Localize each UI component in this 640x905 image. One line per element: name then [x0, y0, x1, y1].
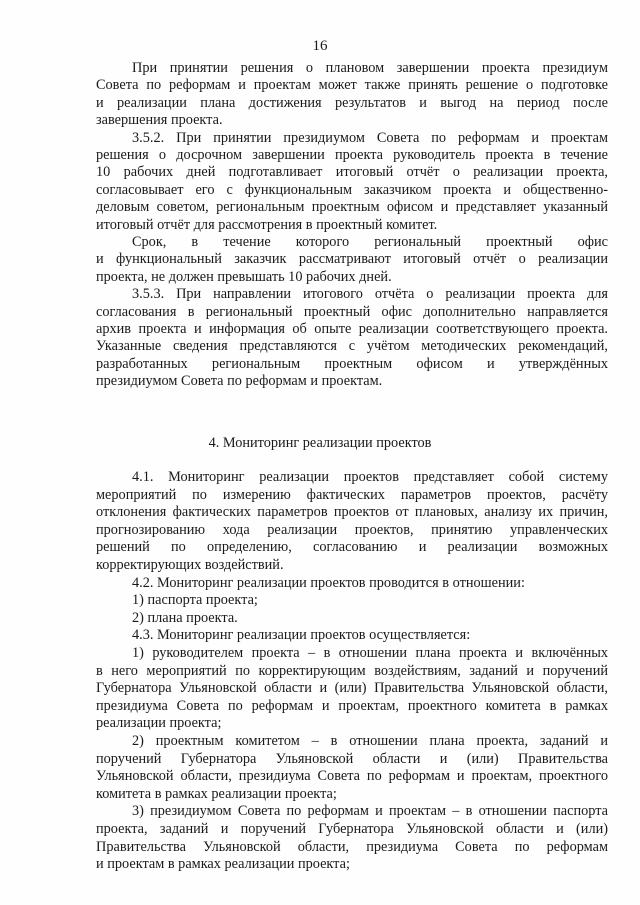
text-line: Губернатора Ульяновской области и (или) Правительства Ульяновской области,	[96, 680, 608, 697]
text-line: разработанных региональным проектным офисом и утверждённых	[96, 355, 608, 372]
text-line: отклонения фактических параметров проектов от плановых, анализу их причин,	[96, 504, 608, 521]
text-line: завершения проекта.	[96, 112, 223, 129]
page-number: 16	[312, 38, 328, 54]
text-line: 1) паспорта проекта;	[132, 592, 258, 609]
text-line: Ульяновской области, президиума Совета по реформам и проектам, проектного	[96, 768, 608, 785]
text-line: 2) проектным комитетом – в отношении плана проекта, заданий и	[132, 733, 608, 749]
text-line: и функциональный заказчик рассматривают итоговый отчёт о реализации	[96, 251, 608, 268]
text-line: Указанные сведения представляются с учётом методических рекомендаций,	[96, 338, 608, 355]
section-heading: 4. Мониторинг реализации проектов	[208, 435, 432, 451]
text-line: президиумом Совета по реформам и проектам.	[96, 373, 383, 390]
text-line: 1) руководителем проекта – в отношении плана проекта и включённых	[132, 645, 608, 661]
text-line: проекта, заданий и поручений Губернатора Ульяновской области и (или)	[96, 821, 608, 837]
text-line: решений по определению, согласованию и реализации возможных	[96, 539, 608, 556]
text-line: 4.1. Мониторинг реализации проектов представляет собой систему	[132, 469, 608, 485]
text-line: Срок, в течение которого региональный проектный офис	[132, 234, 608, 250]
text-line: 3.5.3. При направлении итогового отчёта о реализации проекта для	[132, 286, 608, 303]
text-line: реализации проекта;	[96, 715, 222, 732]
text-line: Совета по реформам и проектам может также принять решение о подготовке	[96, 77, 608, 94]
text-line: в него мероприятий по корректирующим воздействиям, заданий и поручений	[96, 662, 608, 679]
text-line: 4.2. Мониторинг реализации проектов проводится в отношении:	[132, 574, 525, 591]
text-line: 10 рабочих дней подготавливает итоговый отчёт о реализации проекта,	[96, 164, 608, 181]
text-line: итоговый отчёт для рассмотрения в проектный комитет.	[96, 216, 438, 233]
text-line: проекта, не должен превышать 10 рабочих дней.	[96, 268, 392, 285]
text-line: и проектам в рамках реализации проекта;	[96, 856, 350, 873]
text-line: комитета в рамках реализации проекта;	[96, 785, 337, 802]
text-line: прогнозированию хода реализации проектов, принятию управленческих	[96, 521, 608, 538]
text-line: мероприятий по измерению фактических параметров проектов, расчёту	[96, 486, 608, 503]
text-line: согласования в региональный проектный офис дополнительно направляется	[96, 303, 608, 320]
text-line: 3) президиумом Совета по реформам и проектам – в отношении паспорта	[132, 803, 608, 820]
text-line: При принятии решения о плановом завершении проекта президиум	[132, 60, 608, 76]
text-line: корректирующих воздействий.	[96, 557, 284, 573]
text-line: деловым советом, региональным проектным офисом и представляет указанный	[96, 199, 608, 216]
text-line: согласовывает его с функциональным заказчиком проекта и общественно-	[96, 181, 608, 198]
text-line: президиума Совета по реформам и проектам, проектного комитета в рамках	[96, 697, 608, 714]
text-line: Правительства Ульяновской области, президиума Совета по реформам	[96, 838, 608, 855]
text-line: архив проекта и информация об опыте реализации соответствующего проекта.	[96, 321, 608, 337]
text-line: и реализации плана достижения результатов и выгод на период после	[96, 94, 608, 111]
text-line: поручений Губернатора Ульяновской области и (или) Правительства	[96, 750, 608, 767]
text-line: 2) плана проекта.	[132, 609, 238, 626]
text-line: 4.3. Мониторинг реализации проектов осуществляется:	[132, 627, 471, 644]
text-line: 3.5.2. При принятии президиумом Совета по реформам и проектам	[132, 129, 608, 146]
text-line: решения о досрочном завершении проекта руководитель проекта в течение	[96, 147, 608, 163]
